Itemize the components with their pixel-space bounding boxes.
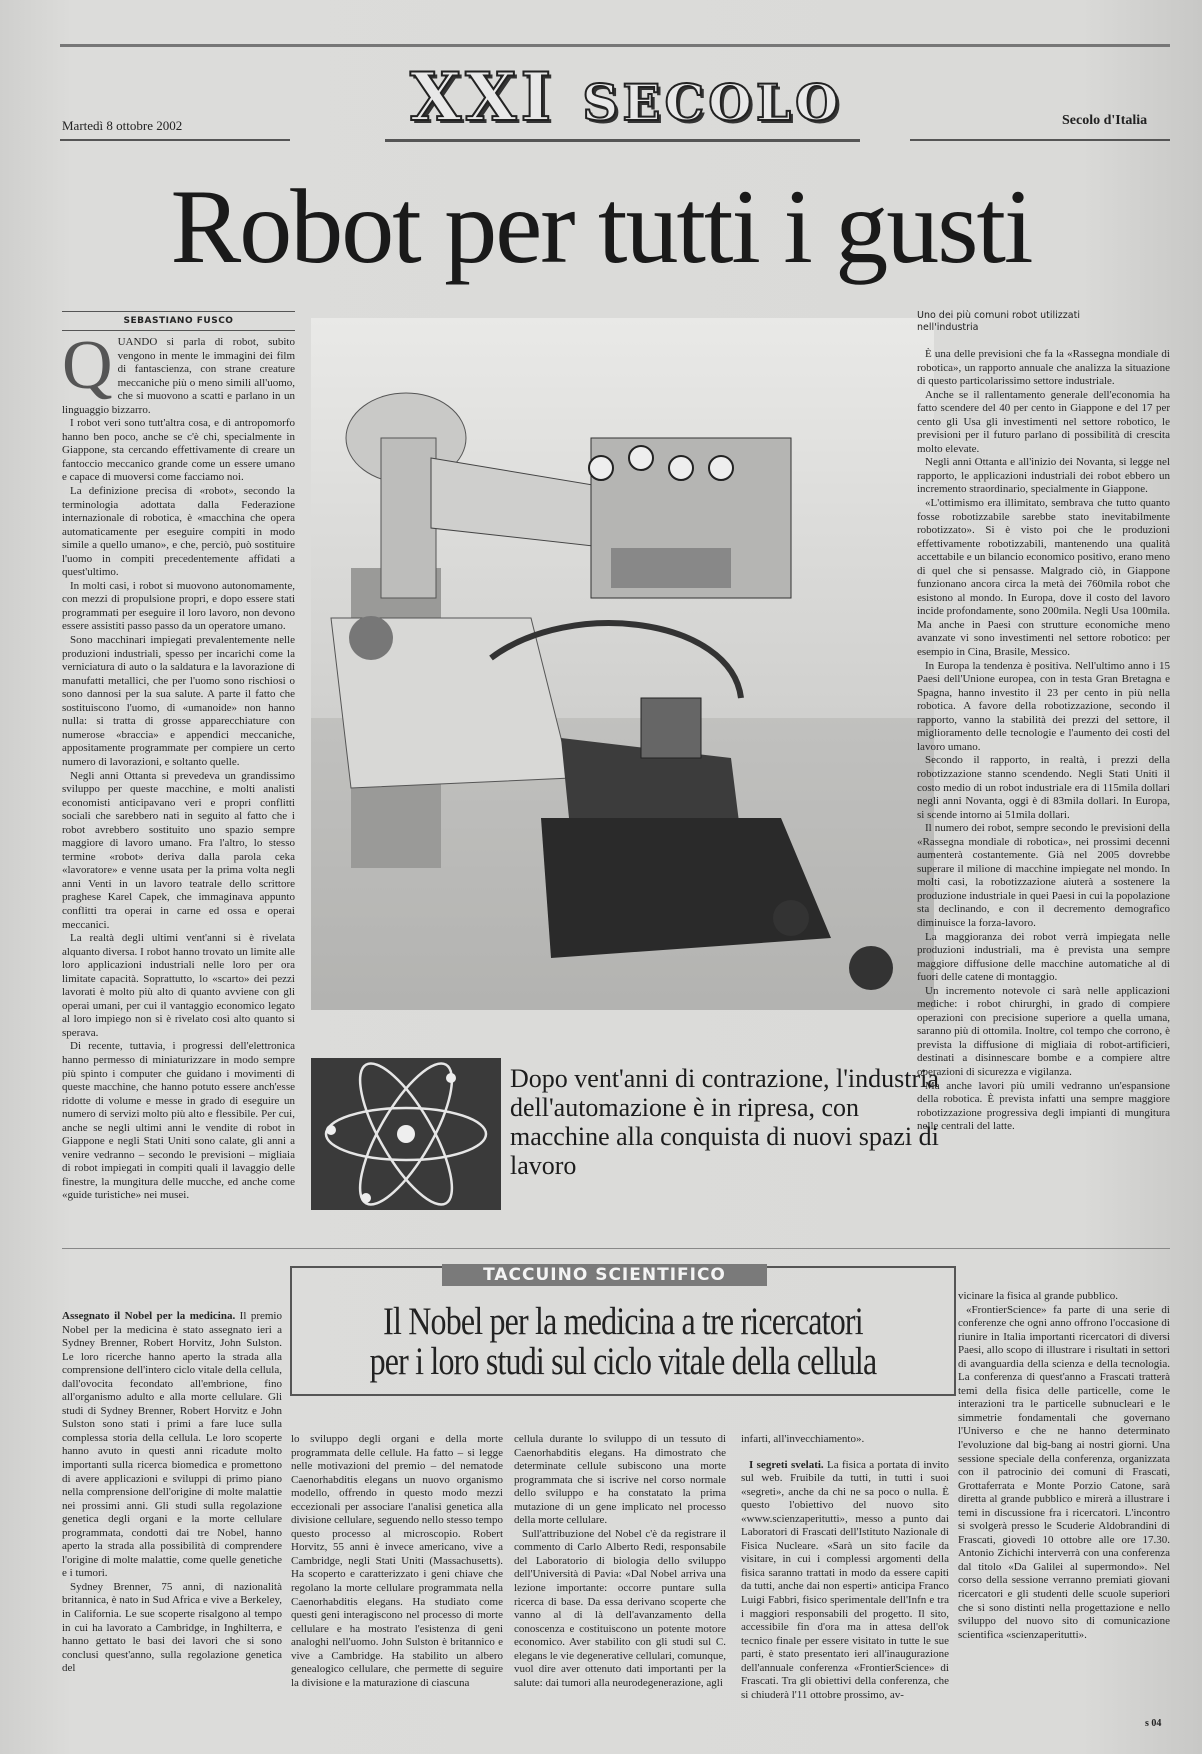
paragraph-text: La definizione precisa di «robot», secondo la terminologia adottata dalla Federazione internazionale di robotica, è «macchina che opera automaticamente per eseguire compiti in modo simile a quello umano», e che, perciò, può sostituire l'uomo in compiti precedentemente affidati a quest'ultimo. bbox=[62, 485, 295, 579]
paragraph bbox=[917, 931, 1170, 985]
robot-photo bbox=[311, 318, 934, 1010]
paragraph bbox=[62, 932, 295, 1040]
paragraph-text: Un incremento notevole ci sarà nelle applicazioni mediche: i robot chirurghi, in grado di compiere operazioni con precisione superiore a quella umana, saranno più di ottomila. Inoltre, col tempo che corrono, è prevista la diffusione di migliaia di robot-artificieri, destinati a disinnescare bombe e a compiere altre operazioni di sicurezza e vigilanza. bbox=[917, 984, 1170, 1078]
paragraph-text: Negli anni Ottanta si prevedeva un grandissimo sviluppo per queste macchine, e molti analisti economisti anticipavano veri e propri conflitti sociali che sarebbero nati in seguito al fatto che i robot avrebbero sostituito uno spazio sempre maggiore di lavoro umano. Fra l'altro, lo stesso termine «robot» deriva dalla parola ceka «lavoratore» e venne usata per la prima volta negli anni Venti in un lavoro teatrale dello scrittore praghese Karel Capek, che immaginava appunto conflitti tra operai in carne ed ossa e operai meccanici. bbox=[62, 769, 295, 931]
section-label: TACCUINO SCIENTIFICO bbox=[442, 1264, 767, 1286]
taccuino-column-5 bbox=[958, 1290, 1170, 1730]
paragraph-text: Sull'attribuzione del Nobel c'è da registrare il commento di Carlo Alberto Redi, responsabile del Laboratorio di biologia dello sviluppo dell'Università di Pavia: «Dal Nobel arriva una lezione importante: occorre puntare sulla ricerca di base. Da essa derivano scoperte che vanno al di là dell'avanzamento della conoscenza e costituiscono un potente motore economico. Aver stabilito con gli studi sul C. elegans le vie degenerative cellulari, comunque, vuol dire aver ottenuto dati importanti per la salute: dai tumori alla neurodegenerazione, agli bbox=[514, 1527, 726, 1689]
taccuino-title-line-2: per i loro studi sul ciclo vitale della cellula bbox=[369, 1340, 877, 1383]
industrial-robot-image bbox=[311, 318, 934, 1010]
masthead-logo bbox=[410, 58, 843, 136]
paragraph-text: UANDO si parla di robot, subito vengono in mente le immagini dei film di fantascienza, con strane creature meccaniche più o meno simili all'uomo, che si muovono a scatti e parlano in un linguaggio bizzarro. bbox=[62, 336, 295, 416]
paragraph-text: In molti casi, i robot si muovono autonomamente, con mezzi di propulsione propri, e dopo essere stati programmati per eseguire il loro lavoro, non devono essere assistiti passo passo da un operatore umano. bbox=[62, 579, 295, 633]
paragraph-text: Ma anche lavori più umili vedranno un'espansione della robotica. È prevista infatti una sempre maggiore robotizzazione progressiva degli impianti di mungitura nelle centrali del latte. bbox=[917, 1079, 1170, 1133]
paragraph bbox=[741, 1459, 949, 1703]
taccuino-column-2 bbox=[291, 1433, 503, 1745]
paragraph-text: Negli anni Ottanta e all'inizio dei Novanta, si legge nel rapporto, le applicazioni industriali dei robot ebbero un incremento straordinario, specialmente in Giappone. bbox=[917, 456, 1170, 496]
paragraph-text: La fisica a portata di invito sul web. Fruibile da tutti, in tutti i suoi «segreti», anche da chi ne sa poco o nulla. È questo l'obiettivo del nuovo sito «www.scienzaperitutti», messo a punto dai Laboratori di Frascati dell'Istituto Nazionale di Fisica Nucleare. «Sarà un sito facile da visitare, in cui i complessi argomenti della fisica saranno trattati in modo da essere capiti da tutti, anche dai non esperti» anticipa Franco Luigi Fabbri, fisico sperimentale dell'Infn e tra i maggiori responsabili del progetto. Il sito, accessibile fin d'ora ma in attesa dell'ok tecnico finale per essere visitato in tutte le sue parti, è stato presentato ieri all'inaugurazione dell'annuale conferenza «FrontierScience» di Frascati. Tra gli obiettivi della conferenza, che si chiuderà l'11 ottobre prossimo, av- bbox=[741, 1458, 949, 1701]
side-article-column bbox=[917, 348, 1170, 1248]
headline: Robot per tutti i gusti bbox=[170, 168, 1032, 285]
paragraph-lead: Assegnato il Nobel per la medicina. bbox=[62, 1310, 236, 1322]
paragraph bbox=[917, 1080, 1170, 1134]
paragraph-text: Anche se il rallentamento generale dell'economia ha fatto scendere del 40 per cento in Giappone e del 17 per cento gli Usa gli investimenti nel settore robotico, le previsioni per il futuro parlano di possibilità di crescita molto elevate. bbox=[917, 388, 1170, 455]
paragraph-text: I robot veri sono tutt'altra cosa, e di antropomorfo hanno ben poco, anche se c'è chi, specialmente in Giappone, sta cercando effettivamente di creare un fantoccio meccanico grande come un essere umano e capace di muoversi come facciamo noi. bbox=[62, 417, 295, 484]
taccuino-box bbox=[290, 1266, 956, 1396]
paragraph-text: Di recente, tuttavia, i progressi dell'elettronica hanno permesso di miniaturizzare in modo sempre più spinto i computer che guidano i movimenti di queste macchine, che hanno potuto essere anch'esse ridotte di volume e messe in grado di eseguire un numero di servizi molto più alto e flessibile. Per cui, anche se negli ultimi anni le vendite di robot in Giappone e negli Stati Uniti sono calate, gli anni a venire vedranno – secondo le previsioni – migliaia di robot impiegati in compiti quali il lavaggio delle finestre, la mungitura delle mucche, ed anche come «guide turistiche» nei musei. bbox=[62, 1040, 295, 1202]
paragraph bbox=[917, 985, 1170, 1080]
paragraph bbox=[62, 1581, 282, 1676]
top-rule bbox=[60, 44, 1170, 47]
paragraph-text: La maggioranza dei robot verrà impiegata nelle produzioni industriali, ma è prevista una sempre maggiore diffusione delle macchine automatiche al di fuori delle catene di montaggio. bbox=[917, 930, 1170, 984]
paragraph bbox=[62, 770, 295, 933]
page-mark: s 04 bbox=[1145, 1718, 1162, 1729]
paragraph-text: «L'ottimismo era illimitato, sembrava che tutto quanto fosse robotizzabile sarebbe stato inevitabilmente robotizzato». Si è visto poi che le produzioni effettivamente robotizzabili, mantenendo una qualità accettabile e un bilancio economico positivo, erano meno di quel che si pensasse. Malgrado ciò, in Giappone funzionano ancora circa la metà dei 760mila robot che esistono al mondo. In Europa, dove il costo del lavoro incide profondamente, sono 200mila. Negli Usa 100mila. Ma anche in Paesi con strutture economiche meno avanzate vi sono investimenti nel settore robotico: per esempio in Cina, Brasile, Messico. bbox=[917, 497, 1170, 659]
paragraph bbox=[514, 1433, 726, 1528]
atom-image bbox=[311, 1058, 501, 1210]
taccuino-title-line-1: Il Nobel per la medicina a tre ricercatori bbox=[383, 1300, 863, 1343]
paragraph-text: Sydney Brenner, 75 anni, di nazionalità britannica, è nato in Sud Africa e vive a Berkeley, in California. Le sue scoperte risalgono al tempo in cui ha lavorato a Cambridge, in Inghilterra, e hanno gettato le basi dei lavori che si sono conclusi quest'anno, sulla regolazione genetica del bbox=[62, 1580, 282, 1675]
paragraph bbox=[62, 580, 295, 634]
paragraph bbox=[62, 1040, 295, 1203]
drop-cap: Q bbox=[62, 336, 113, 404]
masthead-title-b: SECOLO bbox=[582, 73, 843, 132]
paragraph-text: Secondo il rapporto, in realtà, i prezzi della robotizzazione stanno scendendo. Negli Stati Uniti il costo medio di un robot industriale era di 115mila dollari negli anni Novanta, oggi è di 83mila dollari. In Europa, si scende intorno ai 51mila dollari. bbox=[917, 754, 1170, 821]
paragraph-text: È una delle previsioni che fa la «Rassegna mondiale di robotica», un rapporto annuale che analizza la situazione di questo particolarissimo settore industriale. bbox=[917, 348, 1170, 388]
paragraph bbox=[62, 417, 295, 485]
taccuino-column-3 bbox=[514, 1433, 726, 1745]
rule bbox=[60, 139, 290, 141]
rule bbox=[62, 330, 295, 331]
paragraph-text: cellula durante lo sviluppo di un tessuto di Caenorhabditis elegans. Ha dimostrato che determinate cellule subiscono una morte programmata che si iscrive nel corso normale dello sviluppo e ha constatato la prima mutazione di un gene implicato nel processo della morte cellulare. bbox=[514, 1433, 726, 1527]
taccuino-column-1 bbox=[62, 1310, 282, 1745]
paragraph bbox=[917, 348, 1170, 389]
masthead-title-a: XXI bbox=[410, 58, 556, 136]
paragraph bbox=[291, 1433, 503, 1690]
paragraph bbox=[958, 1290, 1170, 1304]
paragraph bbox=[917, 754, 1170, 822]
rule bbox=[910, 139, 1170, 141]
atom-icon bbox=[311, 1058, 501, 1210]
paragraph bbox=[514, 1528, 726, 1691]
byline: SEBASTIANO FUSCO bbox=[123, 316, 234, 326]
taccuino-title bbox=[352, 1302, 895, 1382]
paragraph bbox=[62, 485, 295, 580]
paragraph-text: Il numero dei robot, sempre secondo le previsioni della «Rassegna mondiale di robotica», nei prossimi decenni aumenterà costantemente. Già nel 2005 dovrebbe superare il milione di macchine impiegate nel mondo. In molti casi, la robotizzazione aiuterà a sostenere la produzione industriale in quei Paesi in cui la popolazione sta declinando, e con il decremento demografico diminuisce la forza-lavoro. bbox=[917, 822, 1170, 929]
paragraph-text: La realtà degli ultimi vent'anni si è rivelata alquanto diversa. I robot hanno trovato un limite alle loro applicazioni industriali nelle loro per ora limitate capacità. Soprattutto, lo «scarto» dei pezzi lavorati è molto più alto di quanto avviene con gli operai umani, per cui il vantaggio economico legato al loro impiego non si è rivelato così alto quanto si sperava. bbox=[62, 932, 295, 1039]
paragraph-text: Sono macchinari impiegati prevalentemente nelle produzioni industriali, spesso per incarichi come la verniciatura di auto o la saldatura e la lavorazione di manufatti metallici, che per l'uomo sono rischiosi o sono dannosi per la sua salute. A parte il fatto che sostituiscono l'uomo, di «umanoide» non hanno nulla: si tratta di grosse apparecchiature con numerose «braccia» e appendici meccaniche, appositamente programmate per compiere un certo numero di lavorazioni, e soltanto quelle. bbox=[62, 634, 295, 768]
taccuino-column-4 bbox=[741, 1433, 949, 1745]
paragraph bbox=[62, 1310, 282, 1581]
paragraph bbox=[958, 1304, 1170, 1643]
paragraph-text: «FrontierScience» fa parte di una serie di conferenze che ogni anno offrono l'occasione di riunire in Italia importanti ricercatori di diversi Paesi, allo scopo di illustrare i risultati in settori di avanguardia della scienza e della tecnologia. La conferenza di quest'anno a Frascati tratterà temi della fisica delle particelle, come le interazioni tra le particelle subnucleari e le simmetrie fondamentali che governano l'Universo e che ne hanno determinato l'evoluzione dal big-bang ai nostri giorni. Una sessione speciale della conferenza, organizzata con il patrocinio dei comuni di Frascati, Grottaferrata e Monte Porzio Catone, sarà diretta al grande pubblico e mirerà a illustrare i temi in discussione fra i ricercatori. L'incontro si svolgerà presso le Scuderie Aldobrandini di Frascati, giovedì 10 ottobre alle ore 17.30. Antonio Zichichi interverrà con una conferenza dal titolo «Da Galilei al supermondo». Nel corso della sessione verranno premiati giovani ricercatori e gli studenti delle scuole superiori che si sono distinti nella progettazione e nello sviluppo del nuovo sito di comunicazione scientifica «scienzaperitutti». bbox=[958, 1303, 1170, 1641]
paper-name: Secolo d'Italia bbox=[1062, 113, 1148, 128]
rule bbox=[62, 311, 295, 312]
photo-caption: Uno dei più comuni robot utilizzati nell'industria bbox=[917, 310, 1080, 333]
paragraph bbox=[741, 1433, 949, 1447]
paragraph-text: vicinare la fisica al grande pubblico. bbox=[958, 1290, 1119, 1302]
main-article-column bbox=[62, 336, 295, 1241]
paragraph-text: infarti, all'invecchiamento». bbox=[741, 1433, 865, 1445]
paragraph bbox=[917, 660, 1170, 755]
pull-quote: Dopo vent'anni di contrazione, l'industria dell'automazione è in ripresa, con macchine alla conquista di nuovi spazi di lavoro bbox=[510, 1064, 939, 1180]
paragraph bbox=[917, 456, 1170, 497]
paragraph bbox=[917, 822, 1170, 930]
rule bbox=[385, 139, 860, 142]
rule bbox=[62, 1248, 1170, 1249]
issue-date: Martedì 8 ottobre 2002 bbox=[62, 118, 183, 133]
paragraph-text: Il premio Nobel per la medicina è stato assegnato ieri a Sydney Brenner, Robert Horvitz, John Sulston. Le loro ricerche hanno aperto la strada alla comprensione dell'intero ciclo vitale della cellula, dall'ovocita fecondato all'embrione, fino all'organismo adulto e alla morte cellulare. Gli studi di Sydney Brenner, Robert Horvitz e John Sulston sono stati i primi a fare luce sulla complessa storia della cellula. Le loro scoperte hanno avuto in questi anni ricadute molto importanti sulla ricerca biomedica e promettono di avere applicazioni e sviluppi di primo piano nella comprensione dell'origine di molte malattie nei prossimi anni. Gli studi sulla regolazione genetica degli organi e la morte cellulare programmata, condotti dai tre Nobel, hanno aperto la strada alla possibilità di comprendere l'origine di molte malattie, come quelle genetiche e i tumori. bbox=[62, 1310, 282, 1580]
paragraph bbox=[917, 497, 1170, 660]
paragraph-lead: I segreti svelati. bbox=[749, 1458, 824, 1471]
paragraph-text: lo sviluppo degli organi e della morte programmata delle cellule. Ha fatto – si legge nelle motivazioni del premio – del nematode Caenorhabditis elegans un nuovo organismo modello, offrendo in questo modo mezzi eccezionali per associare l'analisi genetica alla divisione cellulare, seguendo nello stesso tempo questo processo al microscopio. Robert Horvitz, 55 anni è invece americano, vive a Cambridge, negli Stati Uniti (Massachusetts). Ha scoperto e caratterizzato i geni chiave che regolano la morte cellulare programmata nella Caenorhabditis elegans. Ha studiato come questi geni interagiscono nel processo di morte cellulare e ha mostrato l'esistenza di geni analoghi nell'uomo. John Sulston è britannico e vive a Cambridge. Ha stabilito un albero genealogico cellulare, che permette di seguire la divisione e la maturazione di ciascuna bbox=[291, 1433, 503, 1689]
paragraph-text: In Europa la tendenza è positiva. Nell'ultimo anno i 15 Paesi dell'Unione europea, con in testa Gran Bretagna e Spagna, hanno investito il 23 per cento in più nella robotica. A favore della robotizzazione, secondo il rapporto, vanno la stabilità dei prezzi del settore, il miglioramento delle tecnologie e l'aumento dei costi del lavoro umano. bbox=[917, 659, 1170, 753]
paragraph bbox=[62, 634, 295, 769]
paragraph bbox=[917, 389, 1170, 457]
